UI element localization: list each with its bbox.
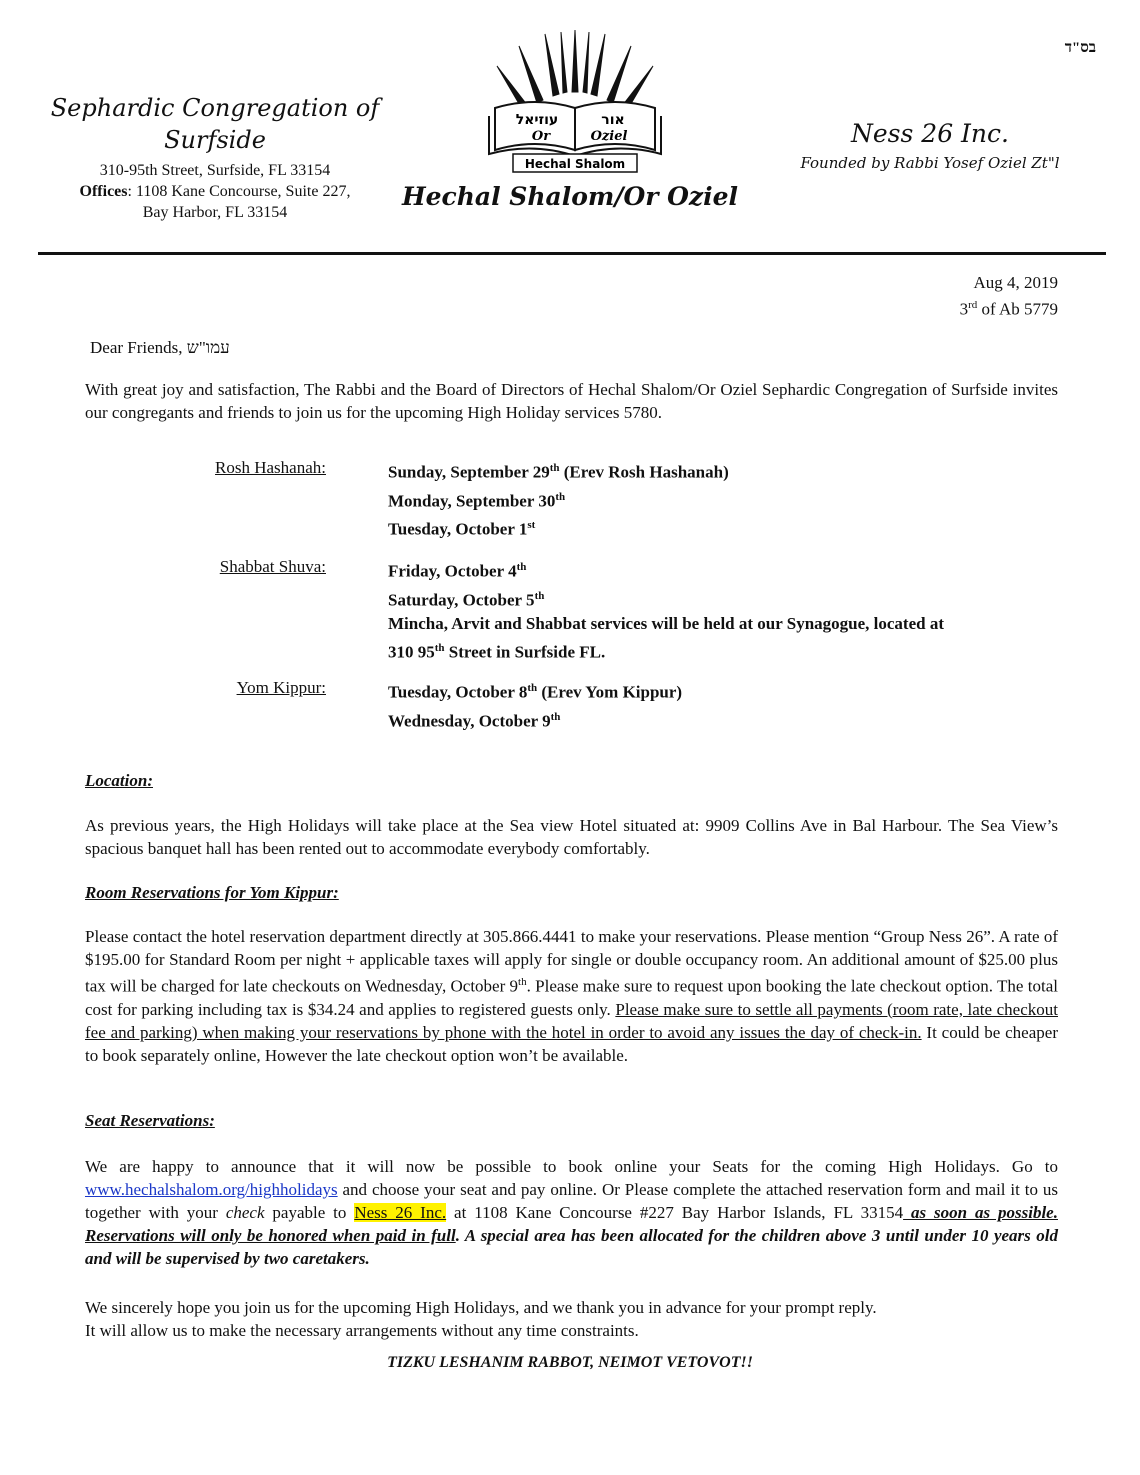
- gregorian-date: Aug 4, 2019: [973, 273, 1058, 292]
- hechal-shalom-logo: [475, 30, 675, 180]
- letter-dates: [960, 272, 1058, 321]
- logo-hebrew-right: אור: [601, 112, 625, 128]
- yom-kippur-dates: Tuesday, October 8th (Erev Yom Kippur) Wednesday, October 9th: [388, 682, 683, 731]
- ness-name: Ness 26 Inc.: [851, 119, 1009, 148]
- rosh-hashanah-dates: Sunday, September 29th (Erev Rosh Hashanah) Monday, September 30th Tuesday, October 1st: [388, 462, 729, 539]
- greeting: Dear Friends, עמו"ש: [90, 338, 230, 357]
- shabbat-shuva-dates: Friday, October 4th Saturday, October 5th Mincha, Arvit and Shabbat services will be held at our Synagogue, located at 310 95th Street in Surfside FL.: [388, 561, 944, 662]
- logo-band-text: Hechal Shalom: [524, 157, 626, 171]
- closing-paragraph: We sincerely hope you join us for the upcoming High Holidays, and we thank you in advance for your prompt reply. It will allow us to make the necessary arrangements without any time constraints.: [85, 1298, 877, 1340]
- offices-city: Bay Harbor, FL 33154: [142, 204, 288, 221]
- yom-kippur-label: Yom Kippur:: [236, 678, 326, 697]
- offices-address: Offices: 1108 Kane Concourse, Suite 227,: [79, 183, 351, 200]
- header-divider: [38, 252, 1106, 255]
- bsd-mark: בס"ד: [1064, 40, 1096, 56]
- closing-blessing: TIZKU LESHANIM RABBOT, NEIMOT VETOVOT!!: [387, 1354, 753, 1371]
- logo-hebrew-left: עוזיאל: [515, 112, 559, 128]
- payee-highlight: Ness 26 Inc.: [354, 1203, 447, 1222]
- congregation-name-line2: Surfside: [164, 126, 266, 154]
- room-reservations-heading: Room Reservations for Yom Kippur:: [85, 883, 339, 902]
- location-paragraph: As previous years, the High Holidays will take place at the Sea view Hotel situated at: 9909 Collins Ave in Bal Harbour. The Sea View’s spacious banquet hall has been rented out to accommodate everybody comfortably.: [85, 816, 1058, 858]
- logo-or: Or: [531, 129, 551, 144]
- shabbat-shuva-label: Shabbat Shuva:: [219, 557, 326, 576]
- rosh-hashanah-label: Rosh Hashanah:: [215, 458, 326, 477]
- ness-block: [760, 118, 1100, 172]
- logo-oziel: Oziel: [590, 129, 628, 144]
- seat-reservations-heading: Seat Reservations:: [85, 1111, 215, 1130]
- high-holidays-link[interactable]: www.hechalshalom.org/highholidays: [85, 1180, 338, 1199]
- logo-title: Hechal Shalom/Or Oziel: [401, 182, 739, 211]
- founded-by: Founded by Rabbi Yosef Oziel Zt"l: [800, 154, 1060, 172]
- congregation-block: [40, 92, 390, 223]
- congregation-name-line1: Sephardic Congregation of: [50, 94, 380, 122]
- room-reservations-paragraph: Please contact the hotel reservation department directly at 305.866.4441 to make your reservations. Please mention “Group Ness 26”. A rate of $195.00 for Standard Room per night + applicable taxes will apply for single or double occupancy room. An additional amount of $25.00 plus tax will be charged for late checkouts on Wednesday, October 9th. Please make sure to request upon booking the late checkout option. The total cost for parking including tax is $34.24 and applies to registered guests only. Please make sure to settle all payments (room rate, late checkout fee and parking) when making your reservations by phone with the hotel in order to avoid any issues the day of check-in. It could be cheaper to book separately online, However the late checkout option won’t be available.: [85, 927, 1058, 1065]
- hebrew-date: 3rd of Ab 5779: [959, 299, 1058, 319]
- seat-reservations-paragraph: We are happy to announce that it will now be possible to book online your Seats for the coming High Holidays. Go to www.hechalshalom.org/highholidays and choose your seat and pay online. Or Please complete the attached reservation form and mail it to us together with your check payable to Ness 26 Inc. at 1108 Kane Concourse #227 Bay Harbor Islands, FL 33154 as soon as possible. Reservations will only be honored when paid in full. A special area has been allocated for the children above 3 until under 10 years old and will be supervised by two caretakers.: [85, 1157, 1058, 1268]
- intro-paragraph: With great joy and satisfaction, The Rabbi and the Board of Directors of Hechal Shalom/Or Oziel Sephardic Congregation of Surfside invites our congregants and friends to join us for the upcoming High Holiday services 5780.: [85, 380, 1058, 422]
- street-address: 310-95th Street, Surfside, FL 33154: [99, 162, 331, 179]
- location-heading: Location:: [85, 771, 153, 790]
